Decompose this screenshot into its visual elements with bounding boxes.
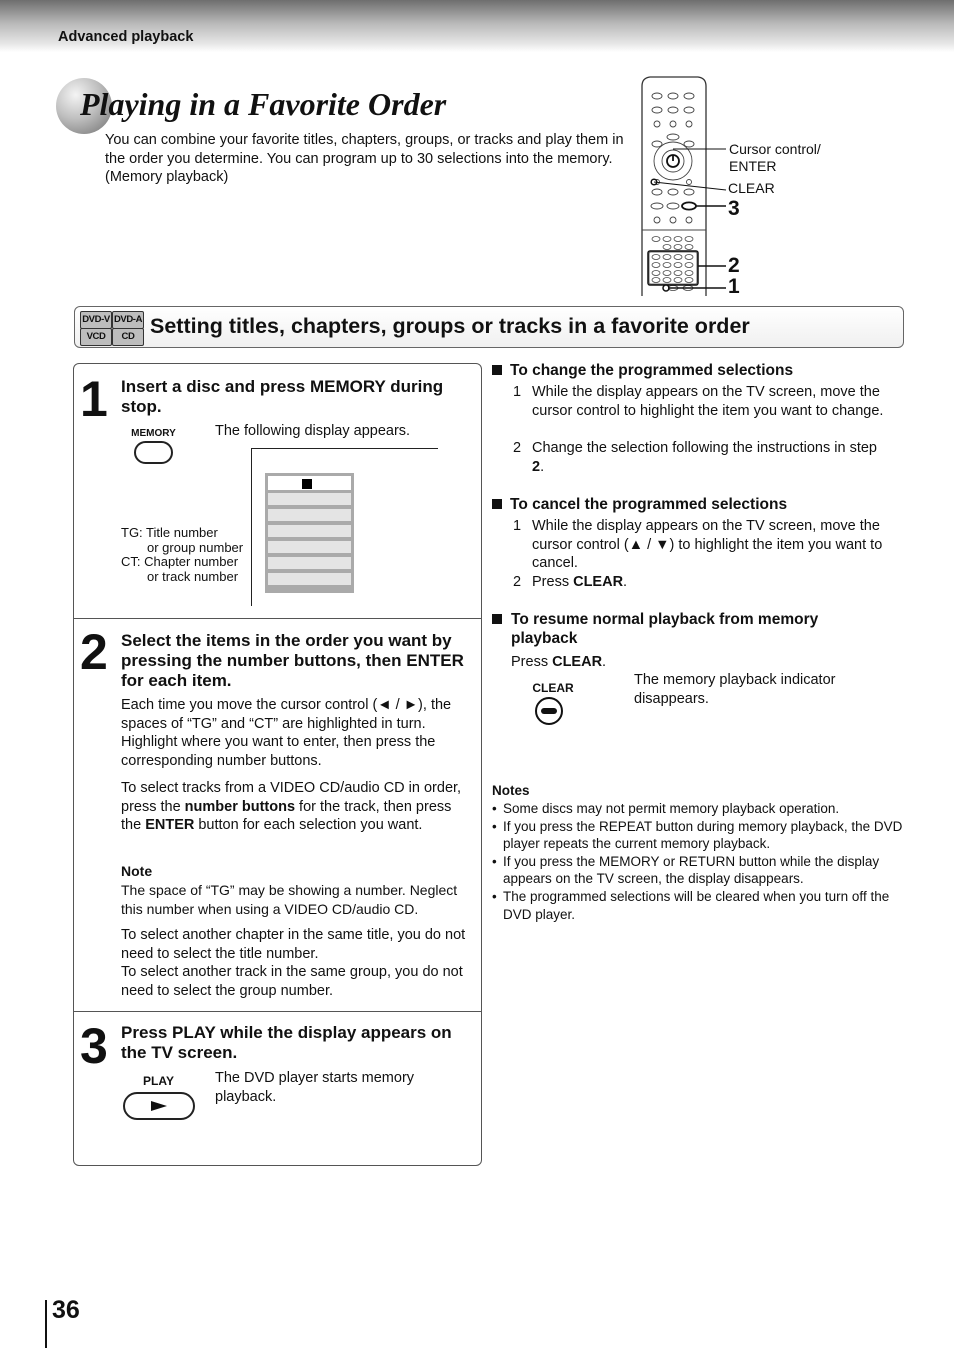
memory-row (268, 557, 351, 569)
section-heading: Setting titles, chapters, groups or tracks in a favorite order (150, 314, 750, 338)
legend-ct-2: or track number (147, 569, 239, 584)
memory-row (268, 525, 351, 537)
clear-button[interactable] (535, 697, 563, 725)
cancel-item-1-num: 1 (513, 518, 522, 534)
resume-press: Press CLEAR. (511, 654, 607, 670)
note-item: • If you press the REPEAT button during memory playback, the DVD player repeats the current memory playback. (492, 818, 903, 852)
intro-text: You can combine your favorite titles, chapters, groups, or tracks and play them in the order you determine. You can program up to 30 selections into the memory. (Memory playback) (105, 132, 624, 185)
note-item: • Some discs may not permit memory playback operation. (492, 801, 840, 816)
note-item: • The programmed selections will be cleared when you turn off the DVD player. (492, 888, 890, 922)
bullet-square-icon (492, 365, 502, 375)
cancel-item-1: While the display appears on the TV screen, move the cursor control (▲ / ▼) to highlight the item you want to cancel. (532, 518, 883, 571)
step-1-desc: The following display appears. (215, 423, 411, 439)
clear-button-label: CLEAR (532, 681, 574, 695)
play-button[interactable] (123, 1092, 195, 1120)
step-2-para-2: To select tracks from a VIDEO CD/audio CD in order, press the number buttons for the track, then press the ENTER button for each selection you want. (121, 780, 462, 833)
play-button-label: PLAY (143, 1074, 174, 1088)
legend-tg: TG: Title number (121, 525, 218, 540)
page-number-rule (45, 1300, 47, 1348)
resume-desc: The memory playback indicator disappears. (634, 672, 836, 707)
badge-dvd-a: DVD-A (112, 311, 144, 329)
callout-1: 1 (728, 275, 740, 298)
cancel-heading: To cancel the programmed selections (492, 495, 892, 514)
step-2-para-4: To select another track in the same group, you do not need to select the group number. (121, 964, 463, 999)
step-1-heading: Insert a disc and press MEMORY during stop. (121, 377, 444, 416)
step-2-note-label: Note (121, 863, 153, 879)
memory-row (268, 493, 351, 505)
step-1-number: 1 (80, 371, 108, 427)
legend-tg-2: or group number (147, 540, 244, 555)
badge-dvd-v: DVD-V (80, 311, 112, 329)
badge-vcd: VCD (80, 328, 112, 346)
notes-label: Notes (492, 783, 530, 798)
page-title: Playing in a Favorite Order (80, 86, 447, 122)
change-item-1-num: 1 (513, 384, 522, 400)
remote-control-illustration (636, 74, 736, 296)
minus-icon (541, 708, 557, 714)
clear-label: CLEAR (728, 180, 775, 196)
screen-frame-top (251, 448, 438, 449)
bullet-square-icon (492, 499, 502, 509)
step-3-desc: The DVD player starts memory playback. (215, 1070, 415, 1105)
memory-row (268, 509, 351, 521)
callout-3: 3 (728, 197, 740, 220)
step-2-number: 2 (80, 624, 108, 680)
enter-label: ENTER (729, 158, 777, 174)
memory-cursor (302, 479, 312, 489)
memory-button[interactable] (134, 441, 173, 464)
callout-2: 2 (728, 254, 740, 277)
step-2-heading: Select the items in the order you want by pressing the number buttons, then ENTER for each item. (121, 631, 464, 690)
bullet-square-icon (492, 614, 502, 624)
cancel-item-2-num: 2 (513, 574, 522, 590)
step-3-number: 3 (80, 1018, 108, 1074)
legend-ct: CT: Chapter number (121, 554, 239, 569)
step-divider (74, 618, 481, 619)
change-item-2: Change the selection following the instructions in step 2. (532, 440, 877, 475)
play-icon (151, 1100, 167, 1112)
screen-frame-left (251, 448, 252, 606)
badge-cd: CD (112, 328, 144, 346)
notes-list (492, 800, 904, 923)
page-number: 36 (52, 1296, 80, 1324)
resume-heading: To resume normal playback from memory playback (511, 611, 819, 647)
step-2-para-3: To select another chapter in the same title, you do not need to select the title number. (121, 927, 466, 962)
note-item: • If you press the MEMORY or RETURN button while the display appears on the TV screen, the display disappears. (492, 853, 880, 887)
section-band (74, 306, 904, 348)
step-2-para-1: Each time you move the cursor control (◄ / ►), the spaces of “TG” and “CT” are highlighted in turn. Highlight where you want to enter, then press the corresponding number buttons. (121, 697, 452, 769)
step-2-note: The space of “TG” may be showing a number. Neglect this number when using a VIDEO CD/audio CD. (121, 882, 458, 917)
cursor-control-label: Cursor control/ (729, 141, 821, 157)
step-divider (74, 1011, 481, 1012)
change-item-2-num: 2 (513, 440, 522, 456)
step-3-heading: Press PLAY while the display appears on the TV screen. (121, 1023, 452, 1062)
cancel-item-2: Press CLEAR. (532, 574, 628, 590)
section-label: Advanced playback (58, 29, 194, 45)
memory-table (265, 473, 354, 593)
memory-row (268, 573, 351, 585)
change-item-1: While the display appears on the TV screen, move the cursor control to highlight the item you want to change. (532, 384, 884, 419)
change-heading: To change the programmed selections (492, 361, 892, 380)
memory-button-label: MEMORY (131, 428, 176, 439)
memory-row (268, 541, 351, 553)
